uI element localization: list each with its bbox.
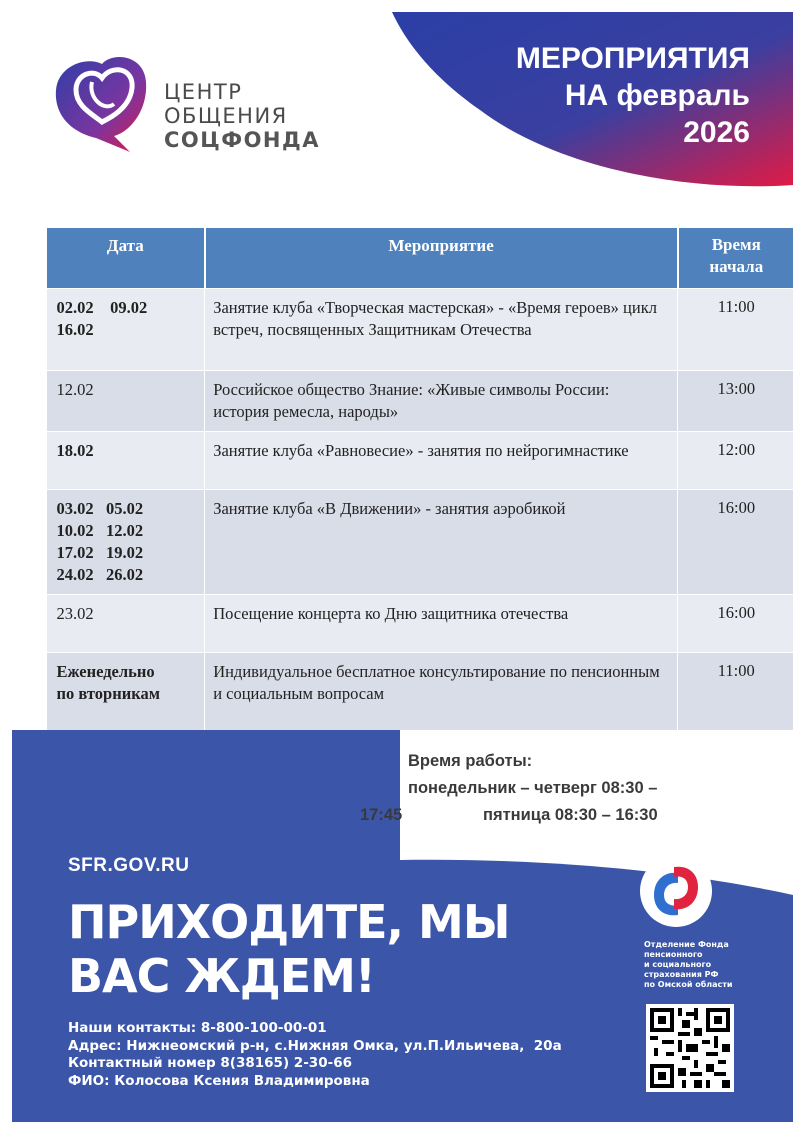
date-line: 18.02: [56, 441, 94, 460]
title-line-1: МЕРОПРИЯТИЯ: [515, 42, 750, 75]
site-link[interactable]: SFR.GOV.RU: [68, 855, 190, 876]
sfr-caption-line: пенсионного: [644, 950, 703, 959]
table-row: [46, 289, 793, 371]
work-hours-title: Время работы:: [408, 752, 533, 770]
work-hours-friday: пятница 08:30 – 16:30: [483, 806, 658, 824]
cell-event: Индивидуальное бесплатное консультирование по пенсионным и социальным вопросам: [205, 653, 678, 733]
work-hours-end-time: 17:45: [360, 806, 403, 824]
date-line: 17.02 19.02: [56, 543, 144, 562]
cell-date: [46, 371, 205, 432]
cell-date: [46, 595, 205, 653]
sfr-caption-line: по Омской области: [644, 980, 733, 989]
header-date: Дата: [46, 227, 205, 289]
events-table: [45, 226, 793, 733]
table-row: [46, 595, 793, 653]
cell-event: Занятие клуба «Равновесие» - занятия по нейрогимнастике: [205, 432, 678, 490]
cell-event: Российское общество Знание: «Живые символы России: история ремесла, народы»: [205, 371, 678, 432]
table-row: [46, 653, 793, 733]
date-line: по вторникам: [56, 684, 160, 703]
logo-line-3: СОЦФОНДА: [164, 128, 320, 152]
slogan-line-2: ВАС ЖДЕМ!: [68, 949, 375, 1003]
date-line: 24.02 26.02: [56, 565, 144, 584]
cell-date: [46, 289, 205, 371]
contacts-block: [68, 1020, 562, 1090]
table-row: [46, 490, 793, 595]
header-event: Мероприятие: [205, 227, 678, 289]
work-hours-line-2: [360, 802, 760, 829]
heart-speech-bubble-icon: [52, 52, 152, 154]
table-header-row: [46, 227, 793, 289]
cell-date: [46, 490, 205, 595]
cell-time: 13:00: [678, 371, 793, 432]
date-line: 12.02: [56, 380, 94, 399]
date-line: 16.02: [56, 320, 94, 339]
logo-text: [164, 80, 320, 152]
slogan-line-1: ПРИХОДИТЕ, МЫ: [68, 895, 510, 949]
cell-time: 11:00: [678, 653, 793, 733]
cell-time: 16:00: [678, 490, 793, 595]
work-hours-line-1: понедельник – четверг 08:30 –: [408, 779, 658, 797]
cell-event: Посещение концерта ко Дню защитника отечества: [205, 595, 678, 653]
cell-date: [46, 653, 205, 733]
logo-line-1: ЦЕНТР: [164, 80, 243, 104]
cell-date: [46, 432, 205, 490]
sfr-caption: [644, 940, 754, 990]
header-time-line-2: начала: [709, 257, 764, 276]
date-line: Еженедельно: [56, 662, 155, 681]
date-line: 02.02 09.02: [56, 298, 148, 317]
header-time-line-1: Время: [711, 235, 761, 254]
qr-code-icon[interactable]: [646, 1004, 734, 1092]
contact-number: Контактный номер 8(38165) 2-30-66: [68, 1055, 352, 1071]
contact-phone: Наши контакты: 8-800-100-00-01: [68, 1020, 327, 1036]
cell-time: 12:00: [678, 432, 793, 490]
logo-line-2: ОБЩЕНИЯ: [164, 104, 288, 128]
cell-time: 11:00: [678, 289, 793, 371]
date-line: 23.02: [56, 604, 94, 623]
date-line: 03.02 05.02: [56, 499, 144, 518]
title-line-3: 2026: [683, 116, 750, 149]
work-hours: [360, 748, 760, 829]
title-line-2: НА февраль: [564, 79, 750, 112]
page-title: [470, 40, 750, 151]
cell-event: Занятие клуба «В Движении» - занятия аэробикой: [205, 490, 678, 595]
sfr-caption-line: страхования РФ: [644, 970, 719, 979]
sfr-caption-line: Отделение Фонда: [644, 940, 729, 949]
cell-time: 16:00: [678, 595, 793, 653]
cell-event: Занятие клуба «Творческая мастерская» - «Время героев» цикл встреч, посвященных Защитникам Отечества: [205, 289, 678, 371]
date-line: 10.02 12.02: [56, 521, 144, 540]
header-time: [678, 227, 793, 289]
contact-person: ФИО: Колосова Ксения Владимировна: [68, 1072, 370, 1089]
table-row: [46, 371, 793, 432]
table-row: [46, 432, 793, 490]
slogan: [68, 895, 509, 1003]
sfr-logo-icon: [640, 855, 712, 927]
contact-address: Адрес: Нижнеомский р-н, с.Нижняя Омка, ул.П.Ильичева, 20а: [68, 1037, 562, 1054]
sfr-caption-line: и социального: [644, 960, 712, 969]
